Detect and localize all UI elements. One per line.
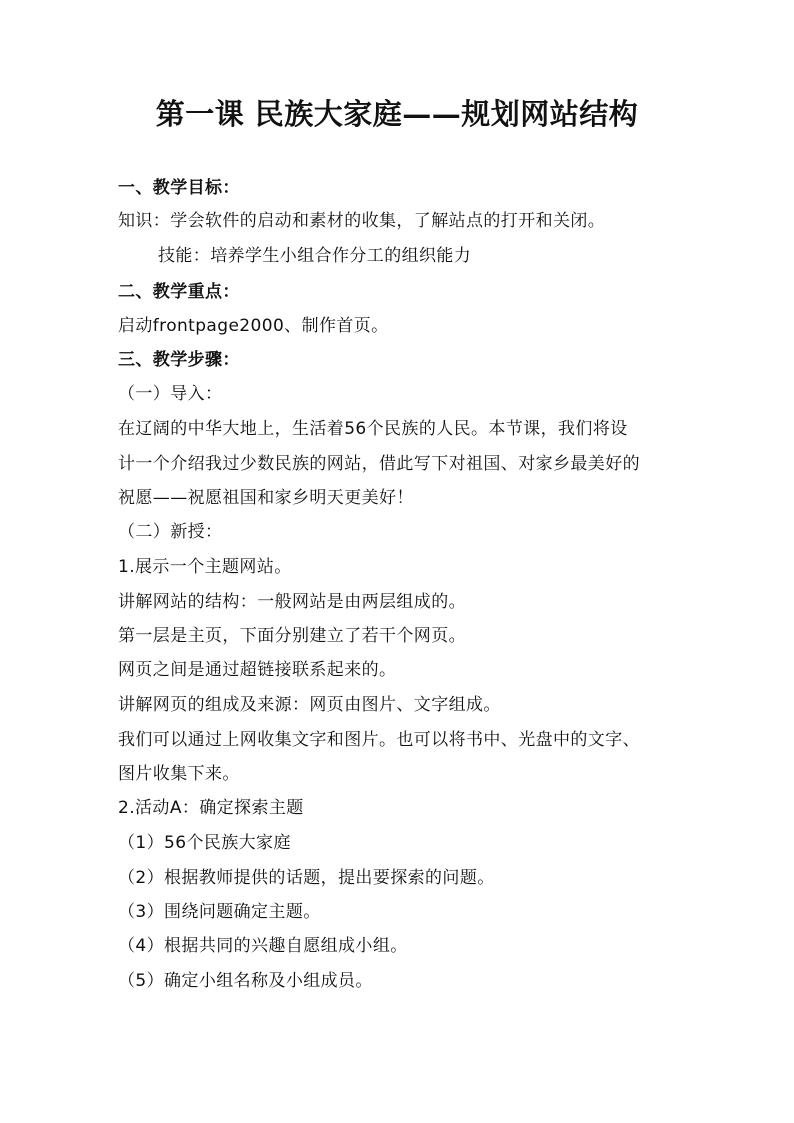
subsection-new-lesson: （二）新授： — [118, 522, 223, 542]
subsection-intro: （一）导入： — [118, 384, 223, 404]
hyperlink-explanation: 网页之间是通过超链接联系起来的。 — [118, 660, 397, 680]
step-2-title: 2.活动A：确定探索主题 — [118, 798, 304, 818]
activity-item-4: （4）根据共同的兴趣自愿组成小组。 — [118, 936, 408, 956]
activity-item-2: （2）根据教师提供的话题，提出要探索的问题。 — [118, 868, 495, 888]
objective-knowledge: 知识：学会软件的启动和素材的收集，了解站点的打开和关闭。 — [118, 211, 606, 231]
page-title: 第一课 民族大家庭——规划网站结构 — [155, 97, 639, 131]
intro-paragraph-line-1: 在辽阔的中华大地上，生活着56个民族的人民。本节课，我们将设 — [118, 419, 628, 439]
activity-item-5: （5）确定小组名称及小组成员。 — [118, 971, 373, 991]
focus-text: 启动frontpage2000、制作首页。 — [118, 316, 389, 336]
step-1-title: 1.展示一个主题网站。 — [118, 557, 292, 577]
collection-line-1: 我们可以通过上网收集文字和图片。也可以将书中、光盘中的文字、 — [118, 730, 640, 750]
intro-paragraph-line-3: 祝愿——祝愿祖国和家乡明天更美好！ — [118, 488, 414, 508]
activity-item-3: （3）围绕问题确定主题。 — [118, 902, 321, 922]
structure-explanation: 讲解网站的结构：一般网站是由两层组成的。 — [118, 592, 466, 612]
objective-skill: 技能：培养学生小组合作分工的组织能力 — [158, 246, 472, 266]
section-heading-steps: 三、教学步骤： — [118, 350, 240, 370]
activity-item-1: （1）56个民族大家庭 — [118, 833, 291, 853]
section-heading-focus: 二、教学重点： — [118, 282, 240, 302]
intro-paragraph-line-2: 计一个介绍我过少数民族的网站，借此写下对祖国、对家乡最美好的 — [118, 454, 640, 474]
page-composition-explanation: 讲解网页的组成及来源：网页由图片、文字组成。 — [118, 695, 501, 715]
section-heading-objectives: 一、教学目标： — [118, 178, 240, 198]
collection-line-2: 图片收集下来。 — [118, 764, 240, 784]
structure-level-one: 第一层是主页，下面分别建立了若干个网页。 — [118, 626, 466, 646]
